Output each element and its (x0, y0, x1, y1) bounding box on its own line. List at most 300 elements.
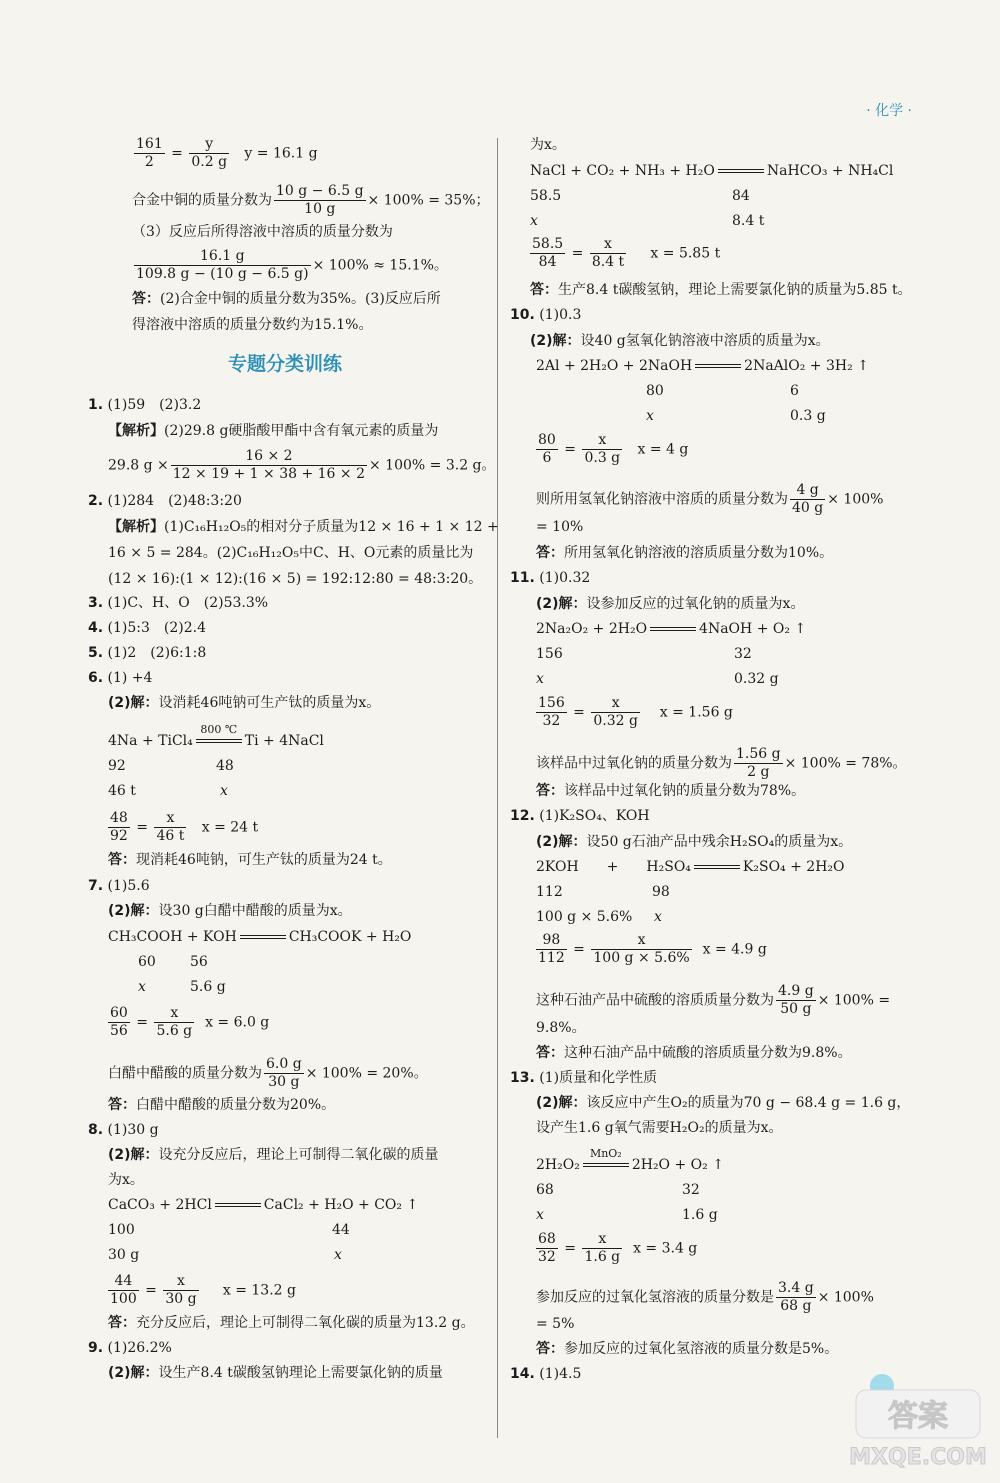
products: 4NaOH + O₂ ↑ (699, 621, 807, 637)
quantity: x (536, 671, 544, 687)
denominator: 6 (542, 450, 552, 466)
denominator: 50 g (780, 1001, 812, 1017)
text: 这种石油产品中硫酸的溶质质量分数为 (536, 992, 774, 1009)
text: 现消耗46吨钠，可生产钛的质量为24 t。 (136, 852, 392, 868)
reaction-arrow (694, 860, 740, 874)
question-number: 14. (510, 1366, 535, 1382)
molar-mass: 32 (682, 1182, 700, 1198)
reaction-arrow (215, 1198, 261, 1212)
text: (1)K₂SO₄、KOH (539, 808, 650, 824)
proportion-line: $\frac{48}{92}$ = $\frac{x}{46 t}$ x = 24 t (110, 810, 259, 844)
numerator: 80 (538, 432, 556, 448)
numerator: 58.5 (532, 236, 564, 252)
text: 参加反应的过氧化氢溶液的质量分数是 (536, 1289, 774, 1306)
chemical-equation (108, 1195, 418, 1215)
result: x = 13.2 g (222, 1282, 296, 1299)
text: × 100% = 35%； (367, 192, 490, 209)
fraction (734, 746, 783, 781)
text: 设50 g石油产品中残余H₂SO₄的质量为x。 (586, 834, 853, 850)
text: 设40 g氢氧化钠溶液中溶质的质量为x。 (580, 333, 830, 349)
molar-mass: 112 (536, 884, 563, 900)
solution-line (536, 594, 804, 614)
text: × 100% (817, 1289, 874, 1306)
text: 合金中铜的质量分数为 (132, 192, 272, 209)
chemical-equation (108, 723, 324, 751)
text: (1)5.6 (107, 878, 150, 894)
chemical-equation (108, 927, 411, 947)
question-12 (510, 806, 650, 826)
answer-label: 答： (536, 545, 564, 561)
molar-mass: 100 (108, 1222, 135, 1238)
text: 设充分反应后，理论上可制得二氧化碳的质量 (158, 1147, 439, 1163)
question-number: 8. (88, 1122, 104, 1138)
denominator: 92 (110, 828, 128, 844)
fraction (530, 236, 565, 271)
text: (2)29.8 g硬脂酸甲酯中含有氧元素的质量为 (164, 423, 439, 439)
quantity: x (530, 213, 538, 229)
molar-mass: 156 (536, 646, 563, 662)
reaction-arrow (695, 359, 741, 373)
denominator: 100 g × 5.6% (593, 950, 690, 966)
solution-label: (2)解： (536, 834, 587, 850)
numerator: 6.0 g (266, 1056, 302, 1072)
denominator: 68 g (780, 1298, 812, 1314)
denominator: 84 (538, 254, 557, 270)
text-line: 得溶液中溶质的质量分数约为15.1%。 (132, 317, 373, 333)
question-1 (88, 395, 201, 415)
chemical-equation (536, 1147, 724, 1175)
answer-label: 答： (536, 783, 564, 799)
equation-line (132, 248, 448, 283)
denominator: 40 g (792, 500, 824, 516)
numerator: y (189, 136, 229, 154)
fraction (274, 183, 366, 218)
fraction (591, 695, 640, 730)
proportion-line: $\frac{44}{100}$ = $\frac{x}{30 g}$ x = 13.2 g (110, 1273, 296, 1307)
reaction-arrow (650, 622, 696, 636)
fraction (536, 432, 558, 467)
question-3 (88, 593, 268, 613)
fraction (536, 932, 567, 967)
denominator: 8.4 t (591, 254, 625, 270)
quantity: 5.6 g (190, 979, 226, 995)
question-8 (88, 1120, 159, 1140)
text: 这种石油产品中硫酸的溶质质量分数为9.8%。 (564, 1045, 852, 1061)
answer-line (536, 1339, 838, 1359)
reaction-condition: 800 ℃ (200, 723, 238, 736)
text: (1)质量和化学性质 (539, 1070, 658, 1086)
text: 白醋中醋酸的质量分数为 (108, 1065, 262, 1082)
denominator: 2 (144, 154, 154, 170)
text-line: 9.8%。 (536, 1020, 586, 1036)
text-line (536, 482, 883, 517)
result: x = 1.56 g (659, 704, 733, 721)
fraction (776, 983, 816, 1018)
reactants: CH₃COOH + KOH (108, 929, 237, 945)
question-10 (510, 305, 581, 325)
answer-line (132, 289, 441, 309)
numerator: 161 (136, 136, 163, 152)
quantity: 100 g × 5.6% (536, 909, 633, 925)
text: × 100% ≈ 15.1%。 (312, 257, 448, 274)
text: 该样品中过氧化钠的质量分数为 (536, 755, 732, 772)
proportion-line: $\frac{68}{32}$ = $\frac{x}{1.6 g}$ x = 3.4 g (538, 1231, 698, 1265)
denominator: 32 (538, 1249, 556, 1265)
answer-line (108, 1313, 475, 1333)
question-14 (510, 1364, 581, 1384)
text: (1)26.2% (107, 1340, 172, 1356)
result: x = 3.4 g (633, 1240, 698, 1257)
quantity: 30 g (108, 1247, 140, 1263)
chemical-equation (536, 857, 845, 877)
question-number: 9. (88, 1340, 104, 1356)
fraction (108, 1273, 139, 1308)
numerator: 68 (538, 1231, 556, 1247)
products: NaHCO₃ + NH₄Cl (766, 163, 894, 179)
reactants: 2KOH + H₂SO₄ (536, 859, 691, 875)
text: (1) +4 (107, 670, 153, 686)
molar-mass: 32 (734, 646, 752, 662)
text-line (536, 746, 907, 781)
text-line: 为x。 (530, 137, 566, 153)
numerator: x (154, 810, 186, 828)
fraction (189, 136, 229, 171)
question-13 (510, 1068, 657, 1088)
question-7 (88, 876, 150, 896)
answer-line (530, 280, 912, 300)
answer-line (108, 850, 392, 870)
fraction (134, 248, 311, 283)
text-line: = 5% (536, 1316, 575, 1332)
quantity: 8.4 t (732, 213, 765, 229)
reaction-arrow (718, 164, 764, 178)
text: (1)284 (2)48:3:20 (107, 493, 242, 509)
fraction (591, 932, 691, 967)
fraction (134, 136, 165, 171)
reactants: 2H₂O₂ (536, 1157, 580, 1173)
numerator: 156 (538, 695, 565, 711)
products: CH₃COOK + H₂O (288, 929, 412, 945)
text-line (536, 983, 890, 1018)
quantity: x (654, 909, 662, 925)
chemical-equation (536, 356, 869, 376)
equation-line (108, 448, 496, 483)
answer-line (536, 543, 833, 563)
text: (1)2 (2)6:1:8 (107, 645, 207, 661)
numerator: 1.56 g (736, 746, 781, 762)
answer-label: 答： (108, 1097, 136, 1113)
denominator: 0.3 g (584, 450, 621, 466)
text: 设生产8.4 t碳酸氢钠理论上需要氯化钠的质量 (158, 1365, 443, 1381)
question-2 (88, 491, 242, 511)
question-number: 5. (88, 645, 104, 661)
molar-mass: 6 (790, 383, 799, 399)
text: × 100% = (817, 992, 891, 1009)
denominator: 12 × 19 + 1 × 38 + 16 × 2 (172, 466, 365, 482)
numerator: 98 (536, 932, 567, 950)
text: (1)0.3 (539, 307, 582, 323)
denominator: 46 t (156, 828, 185, 844)
numerator: 4 g (790, 482, 825, 500)
molar-mass: 60 (138, 954, 156, 970)
text: (1)4.5 (539, 1366, 582, 1382)
molar-mass: 58.5 (530, 188, 562, 204)
question-number: 6. (88, 670, 104, 686)
answer-label: 答： (132, 291, 160, 307)
question-number: 3. (88, 595, 104, 611)
numerator: 60 (110, 1005, 128, 1021)
chemical-equation (530, 161, 893, 181)
question-number: 12. (510, 808, 535, 824)
products: 2H₂O + O₂ ↑ (631, 1157, 724, 1173)
text-line (132, 183, 490, 218)
reaction-arrow (196, 723, 242, 748)
quantity: x (334, 1247, 342, 1263)
text: 设消耗46吨钠可生产钛的质量为x。 (158, 695, 381, 711)
analysis-line (108, 517, 499, 537)
solution-label: (2)解： (530, 333, 581, 349)
denominator: 2 g (747, 764, 770, 780)
result: x = 5.85 t (650, 245, 721, 262)
quantity: 0.3 g (790, 408, 826, 424)
products: CaCl₂ + H₂O + CO₂ ↑ (263, 1197, 419, 1213)
fraction (108, 1005, 130, 1040)
solution-line (108, 1145, 439, 1165)
text: × 100% (827, 491, 884, 508)
numerator: 16.1 g (134, 248, 311, 266)
text-line: 16 × 5 = 284。(2)C₁₆H₁₂O₅中C、H、O元素的质量比为 (108, 545, 474, 561)
analysis-line (108, 421, 438, 441)
answer-line (536, 1043, 852, 1063)
numerator: 44 (108, 1273, 139, 1291)
text: 参加反应的过氧化氢溶液的质量分数是5%。 (564, 1341, 839, 1357)
text: × 100% = 20%。 (305, 1065, 428, 1082)
question-5 (88, 643, 206, 663)
numerator: x (591, 932, 691, 950)
subject-header: · 化学 · (866, 103, 912, 119)
text: 则所用氢氧化钠溶液中溶质的质量分数为 (536, 491, 788, 508)
reactants: 2Na₂O₂ + 2H₂O (536, 621, 648, 637)
products: 2NaAlO₂ + 3H₂ ↑ (744, 358, 869, 374)
svg-text:答案: 答案 (888, 1399, 948, 1434)
question-number: 2. (88, 493, 104, 509)
text: × 100% = 78%。 (784, 755, 907, 772)
molar-mass: 92 (108, 758, 126, 774)
quantity: 1.6 g (682, 1207, 718, 1223)
denominator: 100 (110, 1291, 137, 1307)
reaction-arrow (240, 930, 286, 944)
quantity: 0.32 g (734, 671, 779, 687)
analysis-label: 【解析】 (108, 423, 164, 439)
text: 生产8.4 t碳酸氢钠，理论上需要氯化钠的质量为5.85 t。 (558, 282, 912, 298)
denominator: 10 g (304, 201, 336, 217)
solution-label: (2)解： (536, 1095, 587, 1111)
text: 设30 g白醋中醋酸的质量为x。 (158, 903, 352, 919)
fraction (536, 1231, 558, 1266)
text: (1)0.32 (539, 570, 591, 586)
answer-label: 答： (108, 852, 136, 868)
denominator: 5.6 g (156, 1023, 193, 1039)
solution-label: (2)解： (108, 695, 159, 711)
molar-mass: 68 (536, 1182, 554, 1198)
numerator: 48 (110, 810, 128, 826)
result: x = 6.0 g (205, 1014, 270, 1031)
fraction (154, 810, 186, 845)
equation-line: $\frac{161}{2}$ = $\frac{y}{0.2 g}$ y = 16.1 g (136, 136, 318, 170)
text: × 100% = 3.2 g。 (369, 457, 496, 474)
quantity: 46 t (108, 783, 136, 799)
fraction (163, 1273, 198, 1308)
fraction (536, 695, 567, 730)
answer-line (108, 1095, 335, 1115)
molar-mass: 84 (732, 188, 750, 204)
watermark-logo-graphic (848, 1368, 988, 1478)
result: x = 4 g (637, 441, 689, 458)
answer-label: 答： (536, 1045, 564, 1061)
text: 充分反应后，理论上可制得二氧化碳的质量为13.2 g。 (136, 1315, 475, 1331)
reactants: 2Al + 2H₂O + 2NaOH (536, 358, 693, 374)
solution-line (530, 331, 830, 351)
quantity: x (220, 783, 228, 799)
text-line: (12 × 16):(1 × 12):(16 × 5) = 192:12:80 = 48:3:20。 (108, 571, 483, 587)
fraction (790, 482, 825, 517)
numerator: x (582, 1231, 622, 1249)
solution-line (536, 1093, 910, 1113)
denominator: 112 (538, 950, 565, 966)
molar-mass: 48 (216, 758, 234, 774)
text-line: = 10% (536, 519, 584, 535)
solution-line (108, 1363, 443, 1383)
proportion-line: $\frac{80}{6}$ = $\frac{x}{0.3 g}$ x = 4 g (538, 432, 689, 466)
question-number: 7. (88, 878, 104, 894)
text: 29.8 g × (108, 457, 169, 474)
text: 该反应中产生O₂的质量为70 g − 68.4 g = 1.6 g， (586, 1095, 911, 1111)
text-line: （3）反应后所得溶液中溶质的质量分数为 (132, 224, 393, 240)
numerator: x (154, 1005, 194, 1023)
numerator: 3.4 g (778, 1280, 814, 1296)
reaction-arrow (583, 1147, 629, 1172)
reactants: 4Na + TiCl₄ (108, 733, 193, 749)
denominator: 0.2 g (191, 154, 228, 170)
answer-label: 答： (536, 1341, 564, 1357)
text-line: 设产生1.6 g氧气需要H₂O₂的质量为x。 (536, 1120, 783, 1136)
column-divider (497, 138, 498, 1438)
answer-label: 答： (530, 282, 558, 298)
result: y = 16.1 g (244, 145, 318, 162)
text-line (536, 1280, 874, 1315)
molar-mass: 80 (646, 383, 664, 399)
solution-line (108, 693, 380, 713)
question-number: 11. (510, 570, 535, 586)
text: (1)59 (2)3.2 (107, 397, 202, 413)
numerator: x (582, 432, 622, 450)
products: K₂SO₄ + 2H₂O (742, 859, 845, 875)
text: (1)C₁₆H₁₂O₅的相对分子质量为12 × 16 + 1 × 12 + (164, 519, 499, 535)
denominator: 30 g (165, 1291, 197, 1307)
section-heading: 专题分类训练 (228, 353, 343, 375)
fraction (264, 1056, 304, 1091)
text-line (108, 1056, 428, 1091)
analysis-label: 【解析】 (108, 519, 164, 535)
question-number: 10. (510, 307, 535, 323)
reactants: CaCO₃ + 2HCl (108, 1197, 212, 1213)
watermark-text: MXQE.COM (849, 1445, 987, 1470)
text: 所用氢氧化钠溶液的溶质质量分数为10%。 (564, 545, 834, 561)
fraction (171, 448, 367, 483)
text-line: 为x。 (108, 1172, 144, 1188)
denominator: 109.8 g − (10 g − 6.5 g) (136, 266, 309, 282)
text: (1)C、H、O (2)53.3% (107, 595, 269, 611)
proportion-line: $\frac{156}{32}$ = $\frac{x}{0.32 g}$ x = 1.56 g (538, 695, 733, 729)
fraction (582, 432, 622, 467)
solution-label: (2)解： (108, 903, 159, 919)
result: x = 24 t (201, 819, 259, 836)
molar-mass: 44 (332, 1222, 350, 1238)
molar-mass: 98 (652, 884, 670, 900)
proportion-line: $\frac{60}{56}$ = $\frac{x}{5.6 g}$ x = 6.0 g (110, 1005, 270, 1039)
numerator: x (163, 1273, 198, 1291)
fraction (776, 1280, 816, 1315)
question-number: 1. (88, 397, 104, 413)
denominator: 30 g (268, 1074, 300, 1090)
fraction (108, 810, 130, 845)
text: (2)合金中铜的质量分数为35%。(3)反应后所 (160, 291, 441, 307)
text: 白醋中醋酸的质量分数为20%。 (136, 1097, 336, 1113)
quantity: x (138, 979, 146, 995)
numerator: 16 × 2 (171, 448, 367, 466)
fraction (590, 236, 626, 271)
numerator: 4.9 g (778, 983, 814, 999)
result: x = 4.9 g (702, 941, 767, 958)
question-6 (88, 668, 152, 688)
question-9 (88, 1338, 172, 1358)
solution-label: (2)解： (536, 596, 587, 612)
numerator: x (591, 695, 640, 713)
answer-label: 答： (108, 1315, 136, 1331)
question-11 (510, 568, 590, 588)
fraction (154, 1005, 194, 1040)
watermark-logo-icon (848, 1368, 988, 1478)
chemical-equation (536, 619, 806, 639)
solution-line (536, 832, 852, 852)
reaction-condition: MnO₂ (589, 1147, 622, 1160)
numerator: x (590, 236, 626, 254)
fraction (582, 1231, 622, 1266)
reactants: NaCl + CO₂ + NH₃ + H₂O (530, 163, 715, 179)
solution-line (108, 901, 352, 921)
question-number: 4. (88, 620, 104, 636)
text: (1)30 g (107, 1122, 159, 1138)
products: Ti + 4NaCl (244, 733, 324, 749)
question-number: 13. (510, 1070, 535, 1086)
molar-mass: 56 (190, 954, 208, 970)
solution-label: (2)解： (108, 1365, 159, 1381)
denominator: 0.32 g (593, 713, 638, 729)
quantity: x (536, 1207, 544, 1223)
proportion-line: $\frac{98}{112}$ = $\frac{x}{100 g \times 5.6\%}$ x = 4.9 g (538, 932, 767, 966)
numerator: 10 g − 6.5 g (276, 183, 364, 199)
quantity: x (646, 408, 654, 424)
denominator: 1.6 g (584, 1249, 621, 1265)
solution-label: (2)解： (108, 1147, 159, 1163)
text: 设参加反应的过氧化钠的质量为x。 (586, 596, 805, 612)
proportion-line: $\frac{58.5}{84}$ = $\frac{x}{8.4 t}$ x = 5.85 t (532, 236, 721, 270)
answer-line (536, 781, 805, 801)
text: 该样品中过氧化钠的质量分数为78%。 (564, 783, 806, 799)
text: (1)5:3 (2)2.4 (107, 620, 206, 636)
denominator: 32 (542, 713, 561, 729)
denominator: 56 (110, 1023, 128, 1039)
